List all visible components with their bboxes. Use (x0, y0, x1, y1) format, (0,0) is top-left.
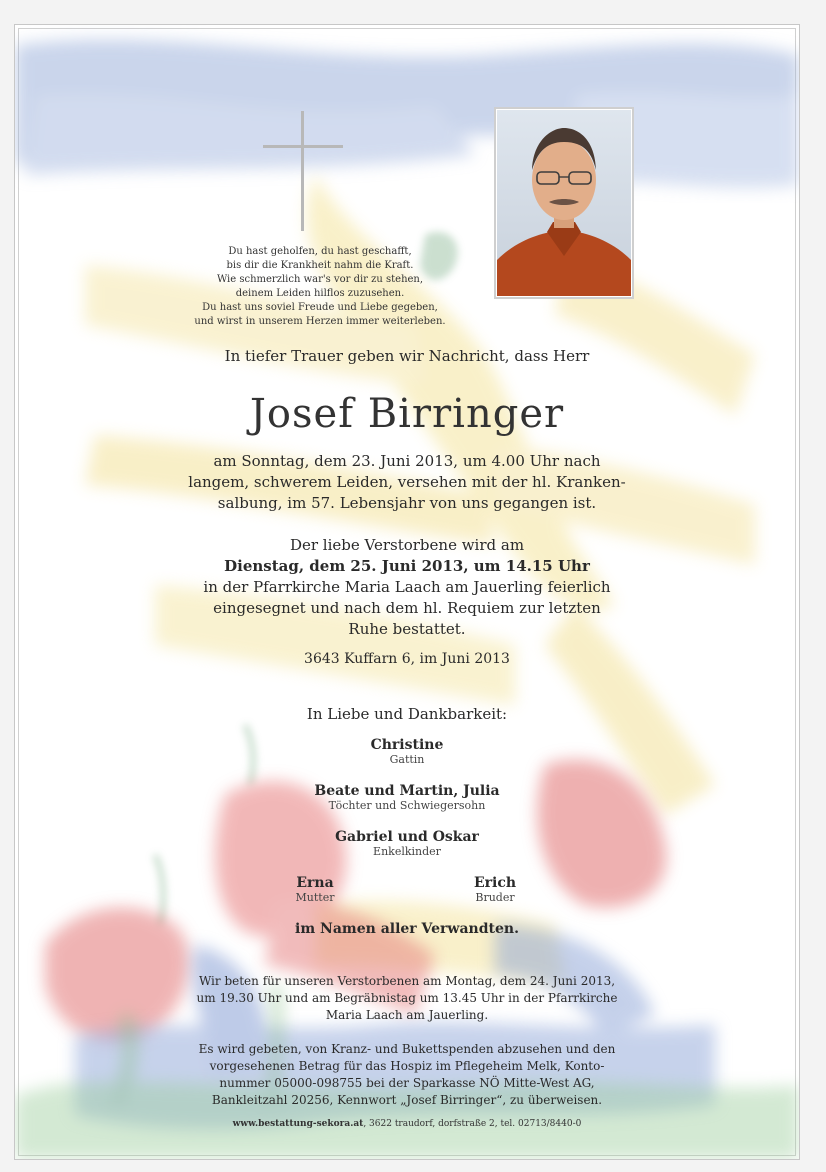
death-notice-line: langem, schwerem Leiden, versehen mit der hl. Kranken- (188, 473, 626, 491)
death-notice-line: salbung, im 57. Lebensjahr von uns gegangen ist. (217, 494, 597, 512)
deceased-name: Josef Birringer (249, 391, 565, 437)
relative-role: Bruder (475, 891, 515, 904)
death-notice (55, 451, 759, 514)
service-line: um 19.30 Uhr und am Begräbnistag um 13.45 Uhr in der Pfarrkirche (196, 991, 618, 1005)
relative-name: Erich (473, 875, 517, 891)
death-notice-line: am Sonntag, dem 23. Juni 2013, um 4.00 Uhr nach (213, 452, 601, 470)
place-date: 3643 Kuffarn 6, im Juni 2013 (304, 651, 510, 667)
relative-entry (269, 829, 545, 858)
relative-entry (435, 875, 555, 904)
footer (55, 1119, 759, 1129)
obituary-page (14, 24, 800, 1160)
funeral-line: eingesegnet und nach dem hl. Requiem zur letzten (213, 599, 601, 617)
poem-line: deinem Leiden hilflos zuzusehen. (235, 288, 405, 299)
funeral-line: Ruhe bestattet. (348, 620, 466, 638)
footer-address: , 3622 traudorf, dorfstraße 2, tel. 02713/8440-0 (363, 1119, 582, 1129)
relative-entry (255, 875, 375, 904)
relative-name: Gabriel und Oskar (335, 829, 479, 845)
poem (155, 245, 485, 329)
poem-line: Du hast geholfen, du hast geschafft, (228, 246, 412, 257)
relative-role: Gattin (389, 753, 425, 766)
portrait-image (497, 110, 631, 296)
footer-website: www.bestattung-sekora.at (232, 1119, 364, 1129)
donation-line: Es wird gebeten, von Kranz- und Bukettspenden abzusehen und den (198, 1042, 616, 1056)
relative-entry (309, 737, 505, 766)
relative-role: Töchter und Schwiegersohn (328, 799, 486, 812)
donation-line: nummer 05000-098755 bei der Sparkasse NÖ Mitte-West AG, (219, 1076, 595, 1090)
service-line: Maria Laach am Jauerling. (325, 1008, 489, 1022)
donation-notice (55, 1041, 759, 1109)
funeral-line: Der liebe Verstorbene wird am (289, 536, 525, 554)
portrait-photo (494, 107, 634, 299)
relative-role: Mutter (295, 891, 335, 904)
love-line: In Liebe und Dankbarkeit: (306, 705, 508, 723)
poem-line: Du hast uns soviel Freude und Liebe gegeben, (202, 302, 438, 313)
poem-line: bis dir die Krankheit nahm die Kraft. (226, 260, 414, 271)
funeral-notice (55, 535, 759, 640)
relative-entry (259, 783, 555, 812)
relative-name: Christine (370, 737, 444, 753)
poem-line: Wie schmerzlich war's vor dir zu stehen, (216, 274, 424, 285)
prayer-service-notice (55, 973, 759, 1024)
donation-line: Bankleitzahl 20256, Kennwort „Josef Birringer“, zu überweisen. (211, 1093, 603, 1107)
donation-line: vorgesehenen Betrag für das Hospiz im Pflegeheim Melk, Konto- (209, 1059, 605, 1073)
service-line: Wir beten für unseren Verstorbenen am Montag, dem 24. Juni 2013, (198, 974, 616, 988)
cross-icon (263, 111, 343, 231)
relative-name: Erna (296, 875, 334, 891)
relative-role: Enkelkinder (373, 845, 441, 858)
poem-line: und wirst in unserem Herzen immer weiterleben. (194, 316, 446, 327)
funeral-date: Dienstag, dem 25. Juni 2013, um 14.15 Uhr (224, 557, 590, 575)
closing-line: im Namen aller Verwandten. (295, 921, 519, 937)
relative-name: Beate und Martin, Julia (314, 783, 500, 799)
funeral-line: in der Pfarrkirche Maria Laach am Jauerling feierlich (203, 578, 611, 596)
intro-line: In tiefer Trauer geben wir Nachricht, dass Herr (224, 347, 590, 365)
